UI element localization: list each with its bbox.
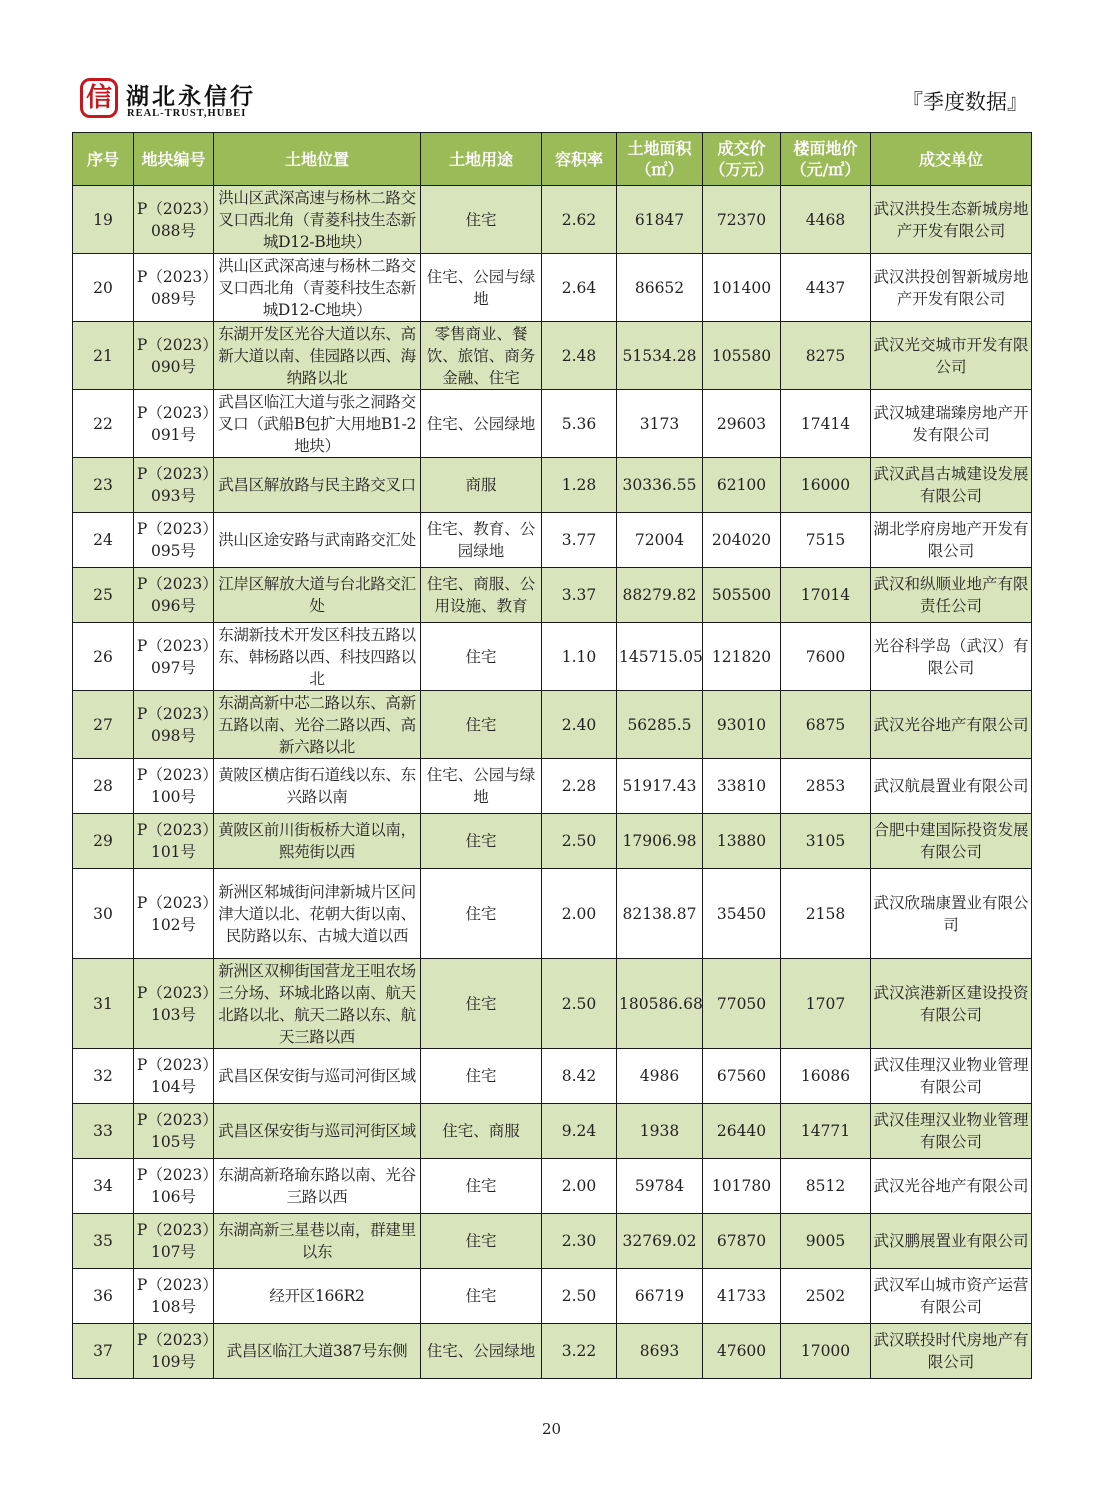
cell-buyer: 武汉军山城市资产运营有限公司 [871,1269,1032,1324]
cell-area: 51534.28 [617,322,703,390]
cell-buyer: 光谷科学岛（武汉）有限公司 [871,623,1032,691]
cell-no: 29 [73,814,134,869]
cell-code: P（2023）102号 [134,869,214,959]
cell-use: 住宅、教育、公园绿地 [421,513,542,568]
cell-unit-price: 16086 [781,1049,871,1104]
cell-area: 8693 [617,1324,703,1379]
table-row [73,814,1032,869]
cell-buyer: 武汉武昌古城建设发展有限公司 [871,458,1032,513]
cell-far: 2.50 [542,814,617,869]
cell-price: 29603 [703,390,781,458]
table-row [73,390,1032,458]
cell-use: 住宅 [421,1269,542,1324]
cell-unit-price: 2158 [781,869,871,959]
cell-no: 26 [73,623,134,691]
page-number: 20 [541,1420,562,1438]
cell-no: 21 [73,322,134,390]
cell-no: 27 [73,691,134,759]
cell-location: 黄陂区前川街板桥大道以南，熙苑街以西 [214,814,421,869]
table-row [73,691,1032,759]
cell-unit-price: 2853 [781,759,871,814]
cell-area: 86652 [617,254,703,322]
cell-use: 住宅 [421,1049,542,1104]
cell-buyer: 武汉联投时代房地产有限公司 [871,1324,1032,1379]
cell-no: 36 [73,1269,134,1324]
cell-use: 商服 [421,458,542,513]
cell-code: P（2023）091号 [134,390,214,458]
cell-no: 20 [73,254,134,322]
company-name-cn: 湖北永信行 [126,84,256,110]
cell-far: 1.10 [542,623,617,691]
cell-far: 1.28 [542,458,617,513]
cell-location: 东湖高新中芯二路以东、高新五路以南、光谷二路以西、高新六路以北 [214,691,421,759]
cell-area: 1938 [617,1104,703,1159]
col-header-code: 地块编号 [134,133,214,186]
cell-far: 2.30 [542,1214,617,1269]
cell-location: 武昌区保安街与巡司河街区域 [214,1104,421,1159]
cell-price: 121820 [703,623,781,691]
cell-buyer: 武汉城建瑞臻房地产开发有限公司 [871,390,1032,458]
cell-price: 41733 [703,1269,781,1324]
cell-buyer: 武汉光交城市开发有限公司 [871,322,1032,390]
table-header-row [73,133,1032,186]
cell-area: 145715.05 [617,623,703,691]
cell-price: 204020 [703,513,781,568]
cell-unit-price: 17000 [781,1324,871,1379]
cell-unit-price: 17014 [781,568,871,623]
cell-unit-price: 4437 [781,254,871,322]
cell-unit-price: 9005 [781,1214,871,1269]
col-header-use: 土地用途 [421,133,542,186]
cell-far: 3.77 [542,513,617,568]
cell-area: 180586.68 [617,959,703,1049]
cell-use: 住宅、公园与绿地 [421,254,542,322]
cell-price: 35450 [703,869,781,959]
cell-code: P（2023）107号 [134,1214,214,1269]
cell-use: 住宅、商服 [421,1104,542,1159]
table-row [73,1324,1032,1379]
cell-price: 505500 [703,568,781,623]
cell-far: 2.62 [542,186,617,254]
cell-use: 住宅 [421,691,542,759]
cell-area: 88279.82 [617,568,703,623]
cell-area: 56285.5 [617,691,703,759]
cell-location: 武昌区保安街与巡司河街区域 [214,1049,421,1104]
col-header-no: 序号 [73,133,134,186]
cell-area: 72004 [617,513,703,568]
cell-location: 东湖开发区光谷大道以东、高新大道以南、佳园路以西、海纳路以北 [214,322,421,390]
cell-location: 武昌区临江大道387号东侧 [214,1324,421,1379]
cell-buyer: 武汉光谷地产有限公司 [871,691,1032,759]
cell-location: 东湖高新三星巷以南，群建里以东 [214,1214,421,1269]
cell-code: P（2023）103号 [134,959,214,1049]
cell-buyer: 武汉欣瑞康置业有限公司 [871,869,1032,959]
cell-far: 2.00 [542,1159,617,1214]
cell-use: 住宅 [421,623,542,691]
cell-price: 77050 [703,959,781,1049]
cell-buyer: 湖北学府房地产开发有限公司 [871,513,1032,568]
cell-code: P（2023）088号 [134,186,214,254]
cell-unit-price: 4468 [781,186,871,254]
cell-unit-price: 14771 [781,1104,871,1159]
cell-code: P（2023）089号 [134,254,214,322]
col-header-location: 土地位置 [214,133,421,186]
table-row [73,1104,1032,1159]
cell-unit-price: 16000 [781,458,871,513]
cell-price: 93010 [703,691,781,759]
cell-location: 新洲区双柳街国营龙王咀农场三分场、环城北路以南、航天北路以北、航天二路以东、航天三路以西 [214,959,421,1049]
table-row [73,1214,1032,1269]
cell-use: 住宅 [421,869,542,959]
cell-unit-price: 8275 [781,322,871,390]
table-row [73,322,1032,390]
cell-price: 72370 [703,186,781,254]
cell-use: 住宅 [421,1159,542,1214]
cell-area: 51917.43 [617,759,703,814]
cell-use: 住宅、公园绿地 [421,390,542,458]
cell-no: 24 [73,513,134,568]
cell-buyer: 武汉洪投创智新城房地产开发有限公司 [871,254,1032,322]
cell-location: 武昌区解放路与民主路交叉口 [214,458,421,513]
cell-code: P（2023）104号 [134,1049,214,1104]
cell-far: 8.42 [542,1049,617,1104]
cell-location: 东湖高新珞瑜东路以南、光谷三路以西 [214,1159,421,1214]
land-transaction-table [72,132,1032,1379]
cell-no: 25 [73,568,134,623]
cell-code: P（2023）101号 [134,814,214,869]
table-row [73,1269,1032,1324]
page-header [72,74,1032,124]
cell-area: 17906.98 [617,814,703,869]
logo-seal-icon: 信 [80,78,118,118]
table-row [73,458,1032,513]
cell-far: 2.40 [542,691,617,759]
col-header-price: 成交价（万元） [703,133,781,186]
cell-price: 62100 [703,458,781,513]
cell-no: 33 [73,1104,134,1159]
cell-location: 武昌区临江大道与张之洞路交叉口（武船B包扩大用地B1-2地块） [214,390,421,458]
cell-location: 新洲区邾城街问津新城片区问津大道以北、花朝大街以南、民防路以东、古城大道以西 [214,869,421,959]
cell-use: 零售商业、餐饮、旅馆、商务金融、住宅 [421,322,542,390]
cell-area: 4986 [617,1049,703,1104]
cell-unit-price: 1707 [781,959,871,1049]
cell-unit-price: 2502 [781,1269,871,1324]
cell-use: 住宅 [421,186,542,254]
cell-location: 洪山区途安路与武南路交汇处 [214,513,421,568]
table-row [73,254,1032,322]
cell-use: 住宅、公园与绿地 [421,759,542,814]
cell-far: 2.28 [542,759,617,814]
table-row [73,186,1032,254]
cell-code: P（2023）095号 [134,513,214,568]
cell-code: P（2023）096号 [134,568,214,623]
cell-buyer: 武汉佳理汉业物业管理有限公司 [871,1104,1032,1159]
col-header-buyer: 成交单位 [871,133,1032,186]
cell-area: 82138.87 [617,869,703,959]
cell-area: 3173 [617,390,703,458]
cell-location: 经开区166R2 [214,1269,421,1324]
cell-unit-price: 7515 [781,513,871,568]
cell-area: 30336.55 [617,458,703,513]
cell-buyer: 武汉和纵顺业地产有限责任公司 [871,568,1032,623]
cell-location: 洪山区武深高速与杨林二路交叉口西北角（青菱科技生态新城D12-B地块） [214,186,421,254]
cell-far: 3.22 [542,1324,617,1379]
cell-area: 59784 [617,1159,703,1214]
cell-far: 2.00 [542,869,617,959]
cell-far: 3.37 [542,568,617,623]
col-header-far: 容积率 [542,133,617,186]
cell-use: 住宅、商服、公用设施、教育 [421,568,542,623]
cell-no: 31 [73,959,134,1049]
cell-no: 32 [73,1049,134,1104]
cell-no: 28 [73,759,134,814]
cell-buyer: 武汉洪投生态新城房地产开发有限公司 [871,186,1032,254]
table-row [73,568,1032,623]
table-row [73,959,1032,1049]
cell-far: 2.50 [542,1269,617,1324]
cell-price: 33810 [703,759,781,814]
cell-location: 黄陂区横店街石道线以东、东兴路以南 [214,759,421,814]
cell-price: 47600 [703,1324,781,1379]
cell-buyer: 武汉光谷地产有限公司 [871,1159,1032,1214]
cell-code: P（2023）097号 [134,623,214,691]
cell-use: 住宅 [421,1214,542,1269]
cell-no: 30 [73,869,134,959]
cell-buyer: 武汉航晨置业有限公司 [871,759,1032,814]
cell-no: 37 [73,1324,134,1379]
cell-use: 住宅、公园绿地 [421,1324,542,1379]
cell-use: 住宅 [421,959,542,1049]
cell-use: 住宅 [421,814,542,869]
cell-area: 66719 [617,1269,703,1324]
cell-code: P（2023）098号 [134,691,214,759]
table-row [73,1049,1032,1104]
cell-far: 9.24 [542,1104,617,1159]
cell-price: 13880 [703,814,781,869]
section-title: 『季度数据』 [902,90,1028,114]
col-header-unit-price: 楼面地价（元/㎡） [781,133,871,186]
cell-far: 5.36 [542,390,617,458]
cell-price: 67870 [703,1214,781,1269]
cell-far: 2.50 [542,959,617,1049]
cell-location: 江岸区解放大道与台北路交汇处 [214,568,421,623]
cell-price: 26440 [703,1104,781,1159]
cell-code: P（2023）090号 [134,322,214,390]
cell-price: 101780 [703,1159,781,1214]
cell-far: 2.48 [542,322,617,390]
cell-price: 101400 [703,254,781,322]
cell-code: P（2023）108号 [134,1269,214,1324]
cell-no: 34 [73,1159,134,1214]
cell-code: P（2023）093号 [134,458,214,513]
cell-no: 22 [73,390,134,458]
table-row [73,759,1032,814]
cell-unit-price: 7600 [781,623,871,691]
cell-price: 105580 [703,322,781,390]
cell-unit-price: 17414 [781,390,871,458]
cell-code: P（2023）109号 [134,1324,214,1379]
table-body [73,186,1032,1379]
cell-far: 2.64 [542,254,617,322]
cell-unit-price: 3105 [781,814,871,869]
cell-no: 35 [73,1214,134,1269]
table-row [73,513,1032,568]
cell-buyer: 武汉佳理汉业物业管理有限公司 [871,1049,1032,1104]
cell-area: 61847 [617,186,703,254]
cell-code: P（2023）106号 [134,1159,214,1214]
cell-no: 19 [73,186,134,254]
cell-no: 23 [73,458,134,513]
cell-buyer: 武汉滨港新区建设投资有限公司 [871,959,1032,1049]
cell-location: 洪山区武深高速与杨林二路交叉口西北角（青菱科技生态新城D12-C地块） [214,254,421,322]
cell-code: P（2023）100号 [134,759,214,814]
cell-price: 67560 [703,1049,781,1104]
cell-code: P（2023）105号 [134,1104,214,1159]
cell-buyer: 武汉鹏展置业有限公司 [871,1214,1032,1269]
cell-unit-price: 8512 [781,1159,871,1214]
cell-buyer: 合肥中建国际投资发展有限公司 [871,814,1032,869]
cell-unit-price: 6875 [781,691,871,759]
col-header-area: 土地面积（㎡） [617,133,703,186]
company-name-en: REAL-TRUST,HUBEI [127,108,247,119]
table-row [73,623,1032,691]
cell-area: 32769.02 [617,1214,703,1269]
table-row [73,869,1032,959]
cell-location: 东湖新技术开发区科技五路以东、韩杨路以西、科技四路以北 [214,623,421,691]
table-row [73,1159,1032,1214]
